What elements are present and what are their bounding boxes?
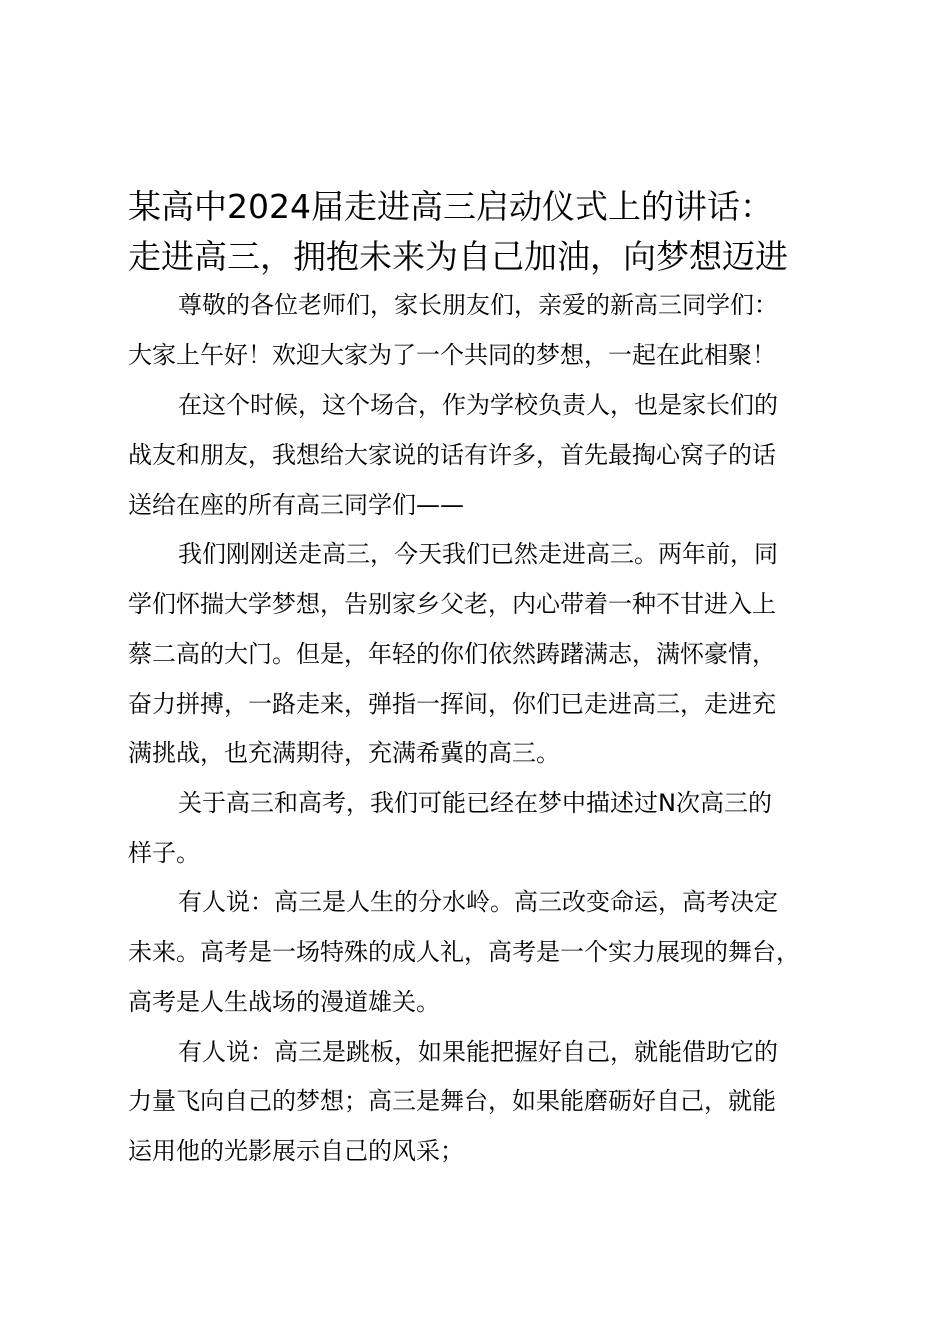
text-line: 学们怀揣大学梦想，告别家乡父老，内心带着一种不甘进入上 [128,590,776,618]
text-line: 我们刚刚送走高三，今天我们已然走进高三。两年前，同 [178,540,778,568]
text-line: 样子。 [128,839,200,867]
text-line: 有人说：高三是跳板，如果能把握好自己，就能借助它的 [178,1038,778,1066]
text-line: 在这个时候，这个场合，作为学校负责人，也是家长们的 [178,391,778,419]
text-line: 蔡二高的大门。但是，年轻的你们依然踌躇满志，满怀豪情， [128,640,776,668]
text-line: 奋力拼搏，一路走来，弹指一挥间，你们已走进高三，走进充 [128,690,776,718]
title-line-1: 某高中2024届走进高三启动仪式上的讲话： [128,187,773,226]
text-line: 送给在座的所有高三同学们—— [128,491,464,519]
text-line: 大家上午好！欢迎大家为了一个共同的梦想，一起在此相聚！ [128,341,776,369]
text-line: 尊敬的各位老师们，家长朋友们，亲爱的新高三同学们： [178,291,778,319]
text-line: 有人说：高三是人生的分水岭。高三改变命运，高考决定 [178,888,778,916]
text-line: 未来。高考是一场特殊的成人礼，高考是一个实力展现的舞台， [128,938,800,966]
text-line: 关于高三和高考，我们可能已经在梦中描述过N次高三的 [178,789,772,817]
text-line: 满挑战，也充满期待，充满希冀的高三。 [128,739,560,767]
text-line: 高考是人生战场的漫道雄关。 [128,988,440,1016]
text-line: 战友和朋友，我想给大家说的话有许多，首先最掏心窝子的话 [128,441,776,469]
text-line: 运用他的光影展示自己的风采； [128,1137,464,1165]
text-line: 力量飞向自己的梦想；高三是舞台，如果能磨砺好自己，就能 [128,1087,776,1115]
title-line-2: 走进高三，拥抱未来为自己加油，向梦想迈进 [128,237,788,276]
